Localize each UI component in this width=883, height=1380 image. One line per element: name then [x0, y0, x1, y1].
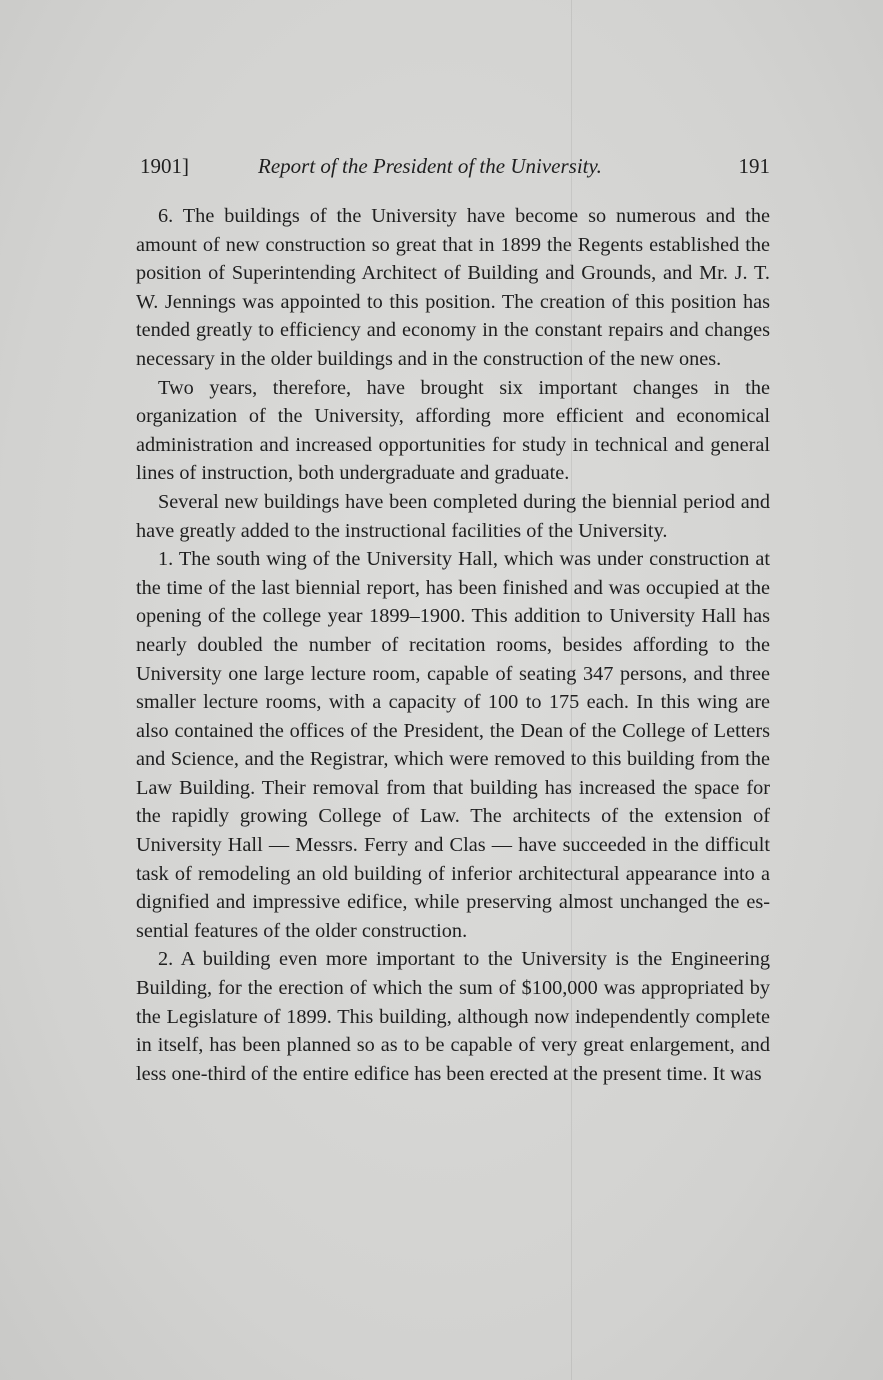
- paragraph-engineering-building: 2. A building even more important to the University is the Engineering Building, for the erection of which the sum of $100,000 was appropriated by the Legislature of 1899. This building, although now independently complete in itself, has been planned so as to be capable of very great enlargement, and less one-third of the entire edifice has been erected at the present time. It was: [136, 948, 770, 1085]
- paragraph-new-buildings: Several new buildings have been completed during the biennial period and have greatly added to the instructional facilities of the University.: [136, 490, 770, 542]
- paragraph-superintending-architect: 6. The buildings of the University have become so numerous and the amount of new construction so great that in 1899 the Regents established the position of Superintending Architect of Building and Grounds, and Mr. J. T. W. Jennings was appointed to this position. The creation of this position has tended greatly to efficiency and economy in the constant repairs and changes necessary in the older buildings and in the construction of the new ones.: [136, 205, 770, 370]
- running-header: [140, 154, 770, 186]
- paragraph-six-changes-summary: Two years, therefore, have brought six important changes in the organization of the University, affording more efficient and economical administration and increased opportunities for study in technical and general lines of instruction, both undergraduate and graduate.: [136, 376, 770, 485]
- header-title: Report of the President of the University.: [258, 154, 602, 178]
- header-year: 1901]: [140, 154, 189, 178]
- body-text: [136, 202, 770, 1088]
- paragraph-university-hall-south-wing: 1. The south wing of the University Hall, which was under construction at the time of the last biennial report, has been finished and was occupied at the opening of the college year 1899–1900. This addition to University Hall has nearly doubled the number of recitation rooms, besides affording to the University one large lecture room, capable of seating 347 persons, and three smaller lecture rooms, with a capacity of 100 to 175 each. In this wing are also contained the offices of the President, the Dean of the College of Letters and Science, and the Registrar, which were removed to this building from the Law Building. Their removal from that building has increased the space for the rapidly growing College of Law. The architects of the extension of University Hall — Messrs. Ferry and Clas — have succeeded in the difficult task of remodeling an old building of inferior architectural appearance into a dignified and impressive edifice, while preserving almost unchanged the essential features of the older construction.: [136, 548, 770, 942]
- page-number: 191: [738, 154, 770, 178]
